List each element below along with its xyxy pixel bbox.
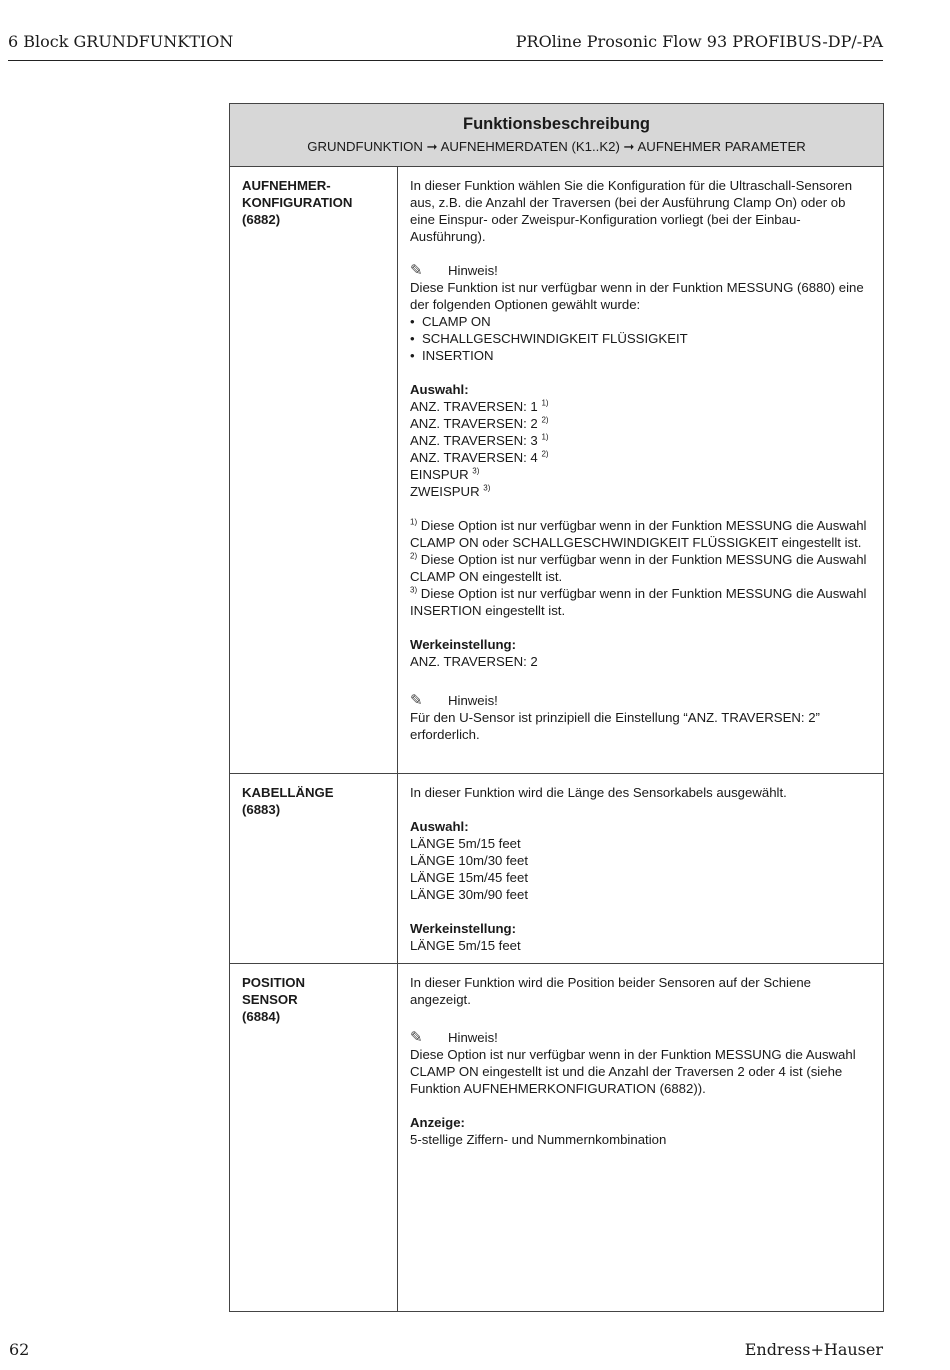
note-label: Hinweis! — [448, 263, 498, 278]
selection-option: LÄNGE 30m/90 feet — [410, 887, 529, 902]
pencil-note-icon: ✎ — [410, 262, 423, 279]
default-value: LÄNGE 5m/15 feet — [410, 938, 521, 953]
footnote: $^{3)}$ Diese Option ist nur verfügbar wenn in der Funktion MESSUNG die Auswahl INSERTION eingestellt ist. — [410, 585, 867, 618]
selection-option: ANZ. TRAVERSEN: 4 $^{2)}$ — [410, 449, 549, 465]
default-label: Werkeinstellung: — [410, 921, 517, 936]
pencil-note-icon: ✎ — [410, 692, 423, 709]
selection-label: Auswahl: — [410, 819, 469, 834]
note-text: Diese Funktion ist nur verfügbar wenn in der Funktion MESSUNG (6880) eine der folgenden Optionen gewählt wurde: — [410, 280, 864, 312]
selection-option: LÄNGE 5m/15 feet — [410, 836, 521, 851]
selection-label: Auswahl: — [410, 382, 469, 397]
selection-option: ANZ. TRAVERSEN: 1 $^{1)}$ — [410, 398, 549, 414]
list-item: • CLAMP ON — [410, 314, 491, 329]
function-description-cell — [398, 167, 883, 773]
table-title: Funktionsbeschreibung — [462, 115, 650, 133]
description-text: In dieser Funktion wird die Position beider Sensoren auf der Schiene angezeigt. — [410, 975, 811, 1007]
note-text: Diese Option ist nur verfügbar wenn in der Funktion MESSUNG die Auswahl CLAMP ON eingestellt ist und die Anzahl der Traversen 2 oder 4 ist (siehe Funktion AUFNEHMERKONFIGURATION (6882)). — [410, 1047, 856, 1096]
note-label: Hinweis! — [448, 693, 498, 708]
description-text: In dieser Funktion wird die Länge des Sensorkabels ausgewählt. — [410, 785, 787, 800]
selection-option: ANZ. TRAVERSEN: 3 $^{1)}$ — [410, 432, 549, 448]
display-label: Anzeige: — [410, 1115, 465, 1130]
product-title: PROline Prosonic Flow 93 PROFIBUS-DP/-PA — [515, 32, 883, 51]
function-name: SENSOR — [242, 992, 298, 1007]
page-number: 62 — [9, 1340, 30, 1359]
function-name: KABELLÄNGE — [242, 785, 334, 800]
function-description-cell — [398, 774, 883, 964]
description-text: In dieser Funktion wählen Sie die Konfiguration für die Ultraschall-Sensoren aus, z.B. die Anzahl der Traversen (bei der Ausführung Clamp On) oder ob eine Einspur- oder Zweispur-Konfiguration vorliegt (bei der Einbau-Ausführung). — [410, 178, 853, 244]
display-value: 5-stellige Ziffern- und Nummernkombination — [410, 1132, 667, 1147]
function-row-position-sensor — [230, 963, 883, 1311]
function-row-aufnehmer-konfiguration — [230, 167, 883, 773]
default-value: ANZ. TRAVERSEN: 2 — [410, 654, 538, 669]
company-name: Endress+Hauser — [744, 1340, 883, 1359]
note-heading — [410, 1029, 871, 1046]
function-name: AUFNEHMER- — [242, 178, 331, 193]
footnote: $^{2)}$ Diese Option ist nur verfügbar wenn in der Funktion MESSUNG die Auswahl CLAMP ON eingestellt ist. — [410, 551, 867, 584]
note-heading — [410, 262, 871, 279]
selection-option: LÄNGE 15m/45 feet — [410, 870, 529, 885]
function-name: KONFIGURATION — [242, 195, 353, 210]
function-description-table — [229, 103, 884, 1312]
function-code: (6882) — [242, 212, 281, 227]
list-item: • INSERTION — [410, 348, 494, 363]
table-header — [230, 104, 883, 167]
function-name-cell — [230, 964, 398, 1311]
selection-option: EINSPUR $^{3)}$ — [410, 466, 480, 482]
function-code: (6883) — [242, 802, 281, 817]
selection-option: ANZ. TRAVERSEN: 2 $^{2)}$ — [410, 415, 549, 431]
function-name: POSITION — [242, 975, 306, 990]
function-row-kabellaenge — [230, 773, 883, 964]
function-code: (6884) — [242, 1009, 281, 1024]
function-name-cell — [230, 167, 398, 773]
selection-option: ZWEISPUR $^{3)}$ — [410, 483, 491, 499]
note-text: Für den U-Sensor ist prinzipiell die Einstellung “ANZ. TRAVERSEN: 2” erforderlich. — [410, 710, 820, 742]
default-label: Werkeinstellung: — [410, 637, 517, 652]
pencil-note-icon: ✎ — [410, 1029, 423, 1046]
page-header — [8, 32, 883, 61]
list-item: • SCHALLGESCHWINDIGKEIT FLÜSSIGKEIT — [410, 331, 688, 346]
menu-path: GRUNDFUNKTION ➞ AUFNEHMERDATEN (K1..K2) ➞ AUFNEHMER PARAMETER — [307, 139, 806, 154]
footnote: $^{1)}$ Diese Option ist nur verfügbar wenn in der Funktion MESSUNG die Auswahl CLAMP ON oder SCHALLGESCHWINDIGKEIT FLÜSSIGKEIT eingestellt ist. — [410, 517, 867, 550]
function-description-cell — [398, 964, 883, 1311]
chapter-title: 6 Block GRUNDFUNKTION — [8, 32, 234, 51]
note-label: Hinweis! — [448, 1030, 498, 1045]
selection-option: LÄNGE 10m/30 feet — [410, 853, 529, 868]
function-name-cell — [230, 774, 398, 964]
note-heading — [410, 692, 871, 709]
